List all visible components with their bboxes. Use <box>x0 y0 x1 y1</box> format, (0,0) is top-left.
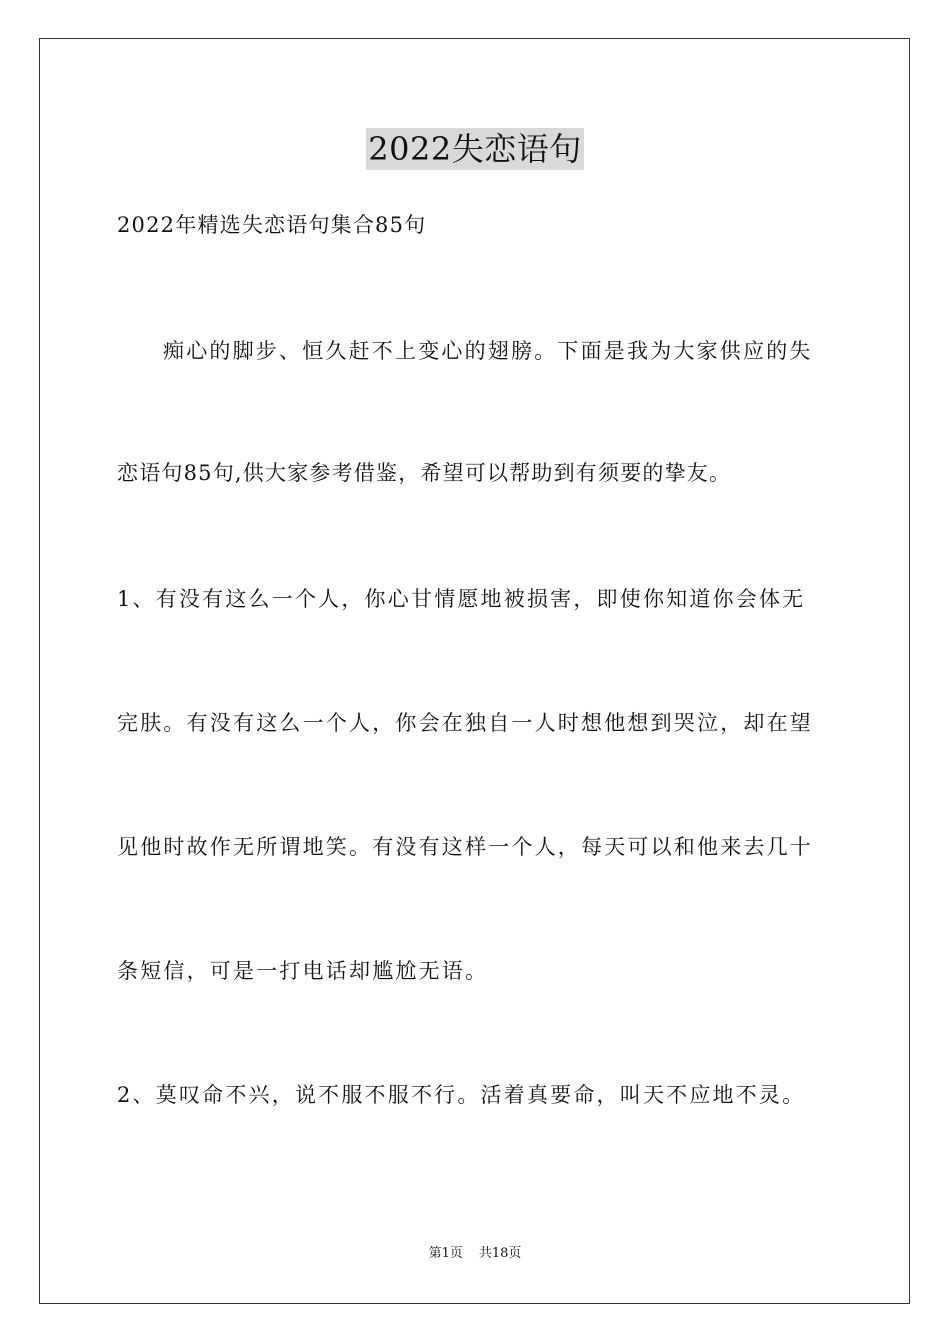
paragraph-line-4: 完肤。有没有这么一个人，你会在独自一人时想他想到哭泣，却在望 <box>117 711 813 735</box>
paragraph-line-5: 见他时故作无所谓地笑。有没有这样一个人，每天可以和他来去几十 <box>117 835 813 859</box>
document-title-wrap <box>0 128 950 170</box>
document-title: 2022失恋语句 <box>368 130 582 168</box>
paragraph-line-6: 条短信，可是一打电话却尴尬无语。 <box>117 959 489 983</box>
paragraph-line-1: 痴心的脚步、恒久赶不上变心的翅膀。下面是我为大家供应的失 <box>163 339 813 363</box>
page-footer <box>0 1245 950 1263</box>
page-total: 共18页 <box>478 1246 522 1261</box>
paragraph-line-7: 2、莫叹命不兴，说不服不服不行。活着真要命，叫天不应地不灵。 <box>117 1083 806 1107</box>
paragraph-line-2: 恋语句85句,供大家参考借鉴，希望可以帮助到有须要的挚友。 <box>117 461 732 485</box>
paragraph-line-3: 1、有没有这么一个人，你心甘情愿地被损害，即使你知道你会体无 <box>117 587 806 611</box>
page-number: 第1页 <box>428 1246 463 1261</box>
document-subtitle: 2022年精选失恋语句集合85句 <box>117 213 427 237</box>
